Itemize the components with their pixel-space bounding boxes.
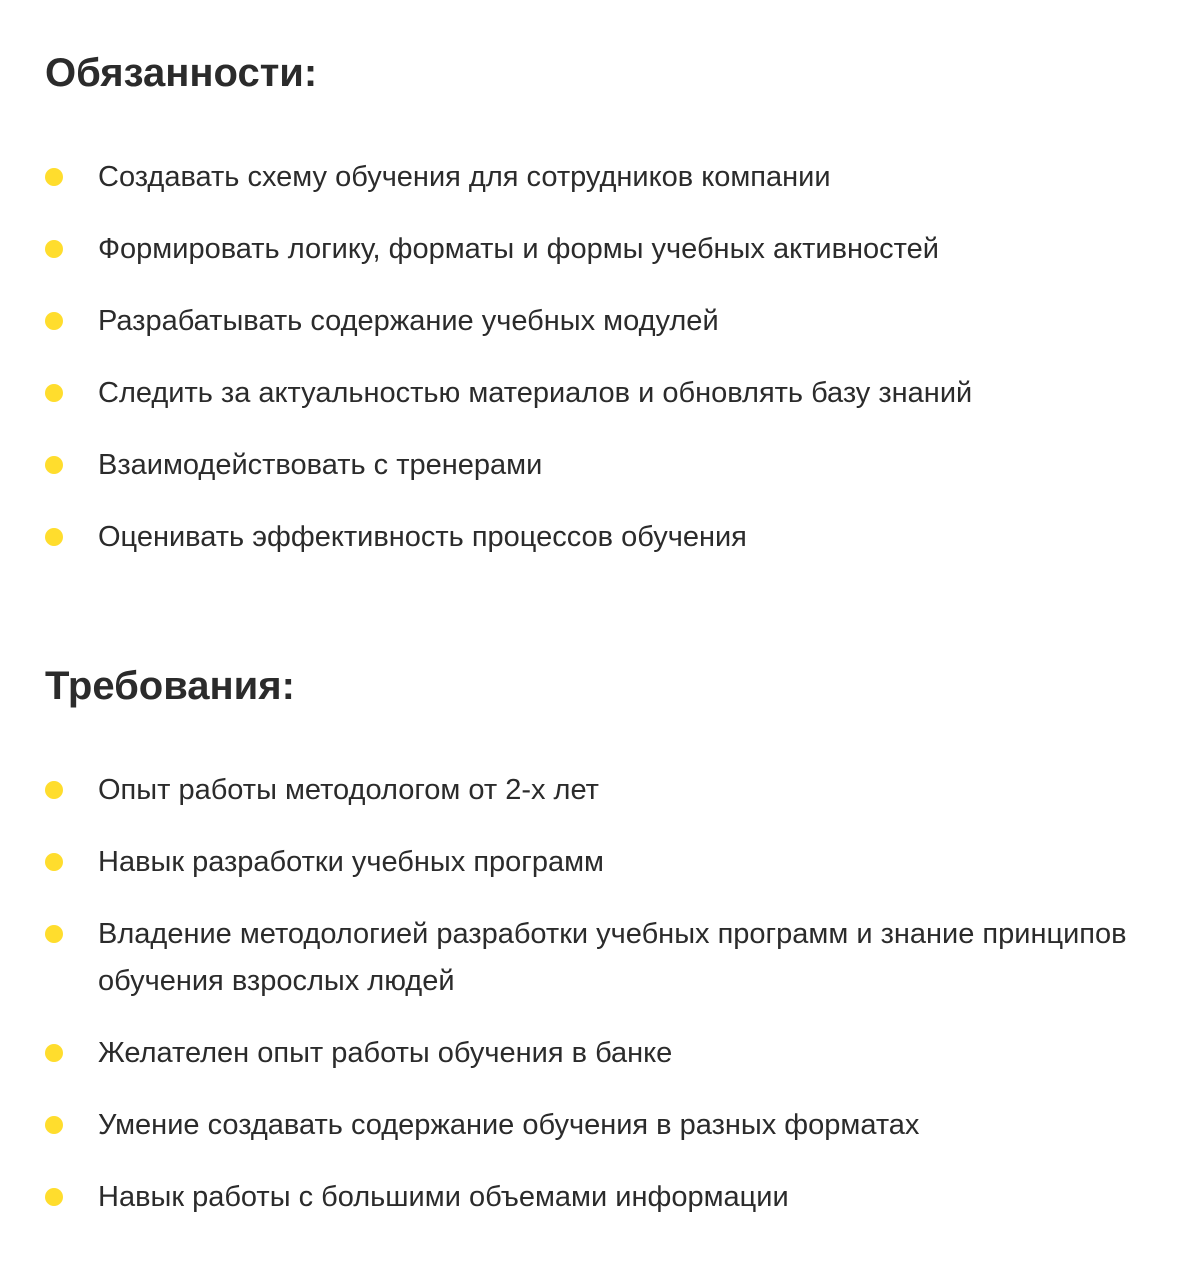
list-item [0, 1174, 1200, 1221]
list-item-text: Разрабатывать содержание учебных модулей [98, 305, 719, 337]
bullet-icon [45, 384, 63, 402]
list-item [0, 298, 1200, 345]
list-item [0, 370, 1200, 417]
list-item [0, 767, 1200, 814]
list-item [0, 839, 1200, 886]
bullet-icon [45, 1116, 63, 1134]
bullet-icon [45, 1188, 63, 1206]
list-item [0, 442, 1200, 489]
bullet-icon [45, 925, 63, 943]
list-item [0, 154, 1200, 201]
list-item-text: Создавать схему обучения для сотрудников компании [98, 161, 831, 193]
list-item-text: Владение методологией разработки учебных программ и знание принципов обучения взрослых людей [98, 918, 1127, 997]
bullet-icon [45, 456, 63, 474]
requirements-title: Требования: [45, 664, 295, 708]
list-item [0, 911, 1200, 1005]
bullet-icon [45, 1044, 63, 1062]
list-item [0, 1102, 1200, 1149]
list-item-text: Навык разработки учебных программ [98, 846, 604, 878]
list-item-text: Навык работы с большими объемами информации [98, 1181, 789, 1213]
bullet-icon [45, 168, 63, 186]
requirements-list [0, 767, 1200, 1246]
list-item [0, 1030, 1200, 1077]
duties-title: Обязанности: [45, 51, 318, 95]
bullet-icon [45, 528, 63, 546]
list-item-text: Следить за актуальностью материалов и обновлять базу знаний [98, 377, 973, 409]
list-item [0, 514, 1200, 561]
bullet-icon [45, 240, 63, 258]
bullet-icon [45, 853, 63, 871]
list-item-text: Взаимодействовать с тренерами [98, 449, 543, 481]
list-item-text: Формировать логику, форматы и формы учебных активностей [98, 233, 939, 265]
list-item-text: Желателен опыт работы обучения в банке [98, 1037, 673, 1069]
duties-list [0, 154, 1200, 586]
bullet-icon [45, 781, 63, 799]
list-item [0, 226, 1200, 273]
bullet-icon [45, 312, 63, 330]
list-item-text: Умение создавать содержание обучения в разных форматах [98, 1109, 920, 1141]
list-item-text: Опыт работы методологом от 2-х лет [98, 774, 599, 806]
list-item-text: Оценивать эффективность процессов обучения [98, 521, 747, 553]
